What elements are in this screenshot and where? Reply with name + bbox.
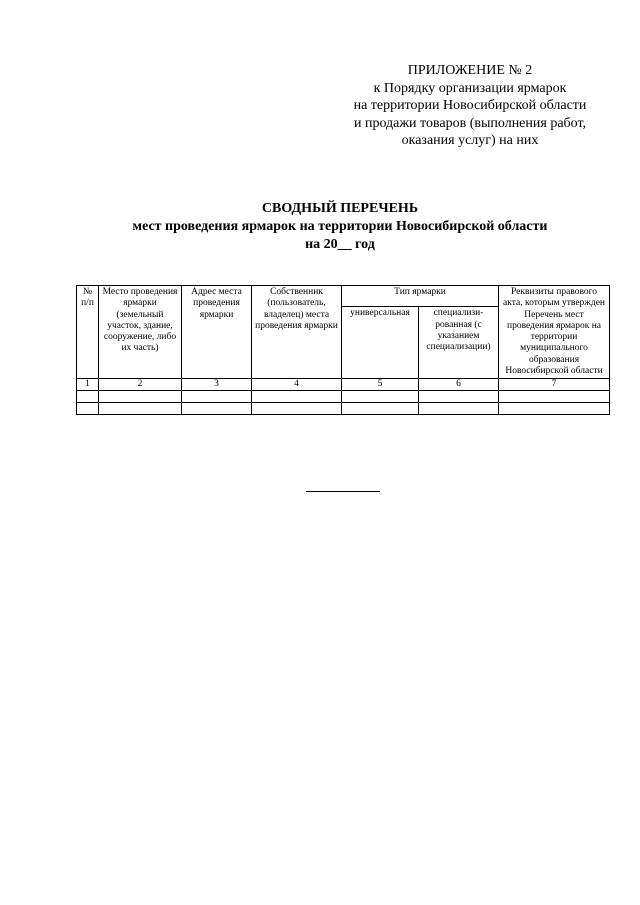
table-row: [77, 391, 610, 403]
header-specialized: специализи-рованная (с указанием специализации): [419, 307, 499, 379]
header-number: № п/п: [77, 286, 99, 379]
closing-rule: [306, 491, 380, 492]
document-title-block: [40, 200, 640, 254]
header-place: Место проведения ярмарки (земельный участок, здание, сооружение, либо их часть): [99, 286, 182, 379]
appendix-line-4: оказания услуг) на них: [401, 133, 539, 148]
column-number: 3: [182, 379, 252, 391]
fair-places-table: [76, 285, 610, 415]
table-cell: [342, 391, 419, 403]
table-header-row: [77, 286, 610, 307]
table-cell: [77, 391, 99, 403]
table-row: [77, 403, 610, 415]
document-year-line: на 20__ год: [305, 237, 375, 252]
column-number: 4: [252, 379, 342, 391]
column-number: 2: [99, 379, 182, 391]
column-number: 7: [499, 379, 610, 391]
table-cell: [252, 391, 342, 403]
header-fair-type: Тип ярмарки: [342, 286, 499, 307]
table-cell: [99, 391, 182, 403]
table-cell: [499, 391, 610, 403]
column-number: 1: [77, 379, 99, 391]
appendix-header: [320, 62, 620, 150]
table-cell: [419, 391, 499, 403]
header-address: Адрес места проведения ярмарки: [182, 286, 252, 379]
header-legal-act: Реквизиты правового акта, которым утвержден Перечень мест проведения ярмарок на территории муниципального образования Новосибирской области: [499, 286, 610, 379]
appendix-line-3: и продажи товаров (выполнения работ,: [353, 115, 587, 131]
column-number: 5: [342, 379, 419, 391]
appendix-title: ПРИЛОЖЕНИЕ № 2: [407, 63, 533, 78]
column-number-row: [77, 379, 610, 391]
table-cell: [342, 403, 419, 415]
document-subtitle: мест проведения ярмарок на территории Новосибирской области: [132, 219, 548, 234]
column-number: 6: [419, 379, 499, 391]
appendix-line-2: на территории Новосибирской области: [353, 98, 587, 113]
table-cell: [182, 403, 252, 415]
header-universal: универсальная: [342, 307, 419, 379]
table-cell: [77, 403, 99, 415]
table-cell: [99, 403, 182, 415]
table-cell: [499, 403, 610, 415]
table-cell: [252, 403, 342, 415]
table-cell: [419, 403, 499, 415]
document-title: СВОДНЫЙ ПЕРЕЧЕНЬ: [261, 201, 419, 216]
appendix-line-1: к Порядку организации ярмарок: [373, 80, 567, 96]
header-owner: Собственник (пользователь, владелец) места проведения ярмарки: [252, 286, 342, 379]
table-cell: [182, 391, 252, 403]
